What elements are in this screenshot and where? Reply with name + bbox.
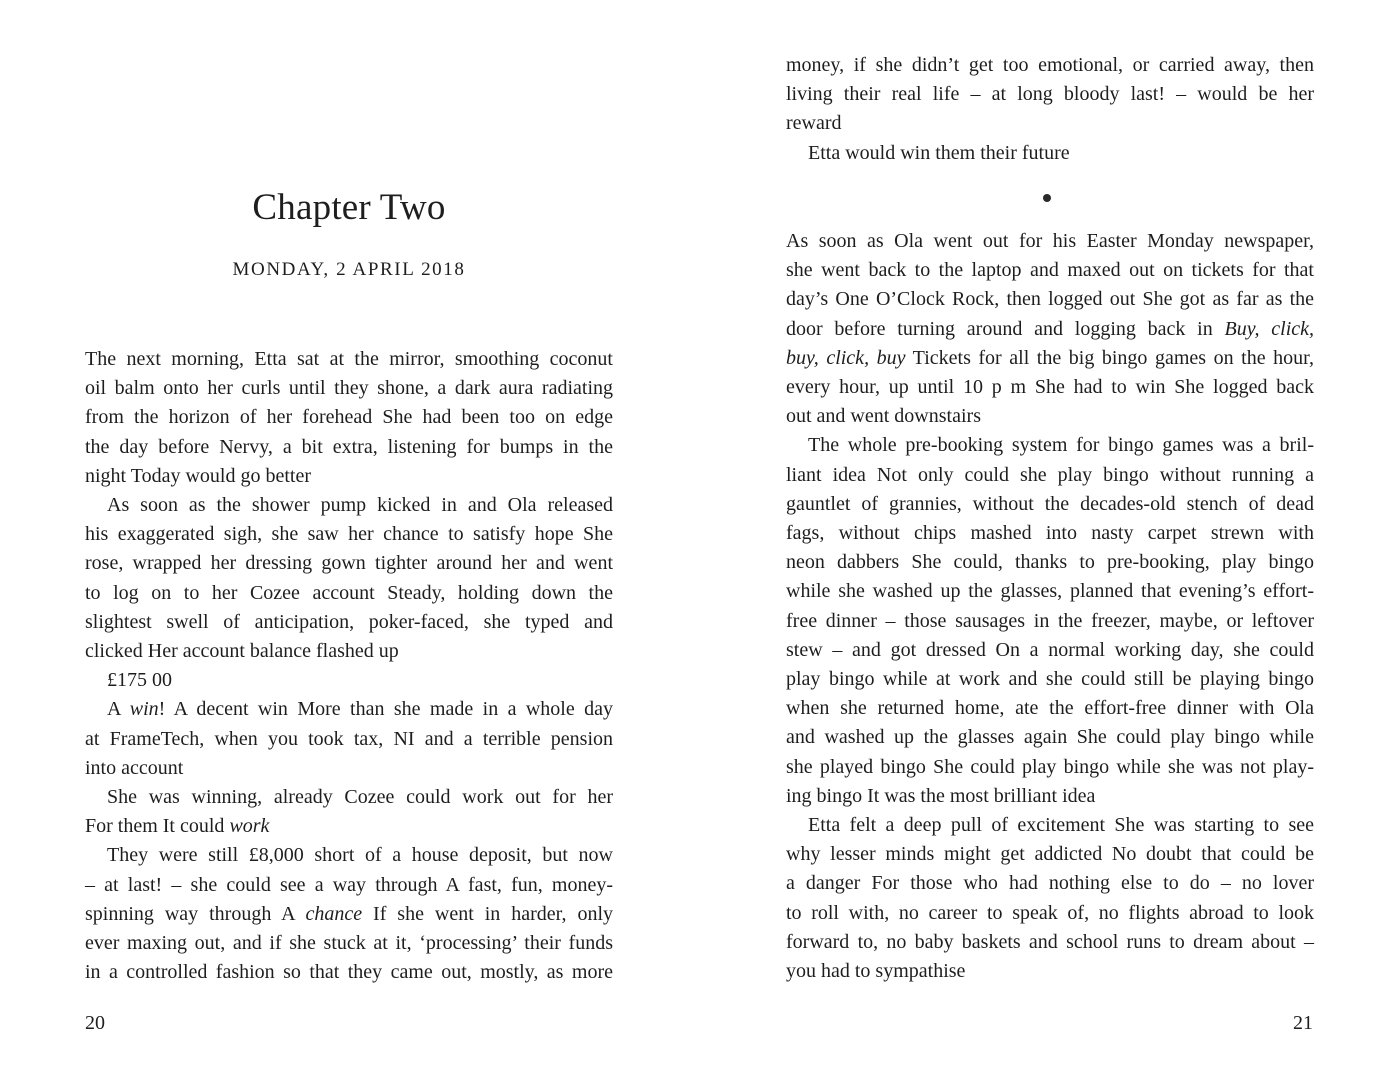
text-fragment: A — [107, 698, 130, 721]
italic-text: Buy, click, — [1224, 317, 1315, 340]
text-line: The next morning, Etta sat at the mirror, smoothing coconut — [85, 348, 613, 370]
text-line — [85, 695, 613, 724]
text-line: out and went downstairs — [786, 405, 981, 428]
paragraph — [786, 811, 1314, 986]
text-fragment: door before turning around and logging back in — [786, 317, 1225, 340]
text-line: in a controlled fashion so that they came out, mostly, as more — [85, 961, 613, 984]
text-line: money, if she didn’t get too emotional, or carried away, then — [786, 54, 1314, 76]
text-line: liant idea Not only could she play bingo without running a — [786, 463, 1314, 486]
text-line: The whole pre-booking system for bingo games was a bril- — [808, 434, 1314, 457]
right-page-text — [786, 227, 1314, 986]
right-page — [700, 0, 1399, 1080]
text-fragment: For them It could — [85, 815, 230, 838]
left-page-text — [85, 345, 613, 987]
text-line — [786, 315, 1314, 344]
paragraph — [85, 841, 613, 987]
text-line — [786, 344, 1314, 373]
text-line: Etta felt a deep pull of excitement She was starting to see — [808, 814, 1314, 837]
text-line: his exaggerated sigh, she saw her chance to satisfy hope She — [85, 523, 613, 546]
account-balance: £175 00 — [107, 669, 172, 692]
text-line: stew – and got dressed On a normal working day, she could — [786, 638, 1314, 661]
text-line — [85, 812, 613, 841]
text-line: a danger For those who had nothing else to do – no lover — [786, 872, 1314, 895]
text-line: living their real life – at long bloody last! – would be her — [786, 83, 1314, 106]
paragraph — [85, 666, 613, 695]
text-line: free dinner – those sausages in the freezer, maybe, or leftover — [786, 609, 1314, 632]
text-line: every hour, up until 10 p m She had to win She logged back — [786, 376, 1314, 399]
text-line: ing bingo It was the most brilliant idea — [786, 784, 1096, 807]
text-fragment: Tickets for all the big bingo games on the hour, — [905, 346, 1315, 369]
text-line: play bingo while at work and she could still be playing bingo — [786, 668, 1314, 691]
text-line: day’s One O’Clock Rock, then logged out She got as far as the — [786, 288, 1314, 311]
text-line: from the horizon of her forehead She had been too on edge — [85, 406, 613, 429]
text-line: slightest swell of anticipation, poker-faced, she typed and — [85, 610, 613, 633]
text-line: reward — [786, 112, 842, 135]
text-line: the day before Nervy, a bit extra, listening for bumps in the — [85, 435, 613, 458]
italic-text: work — [229, 815, 270, 838]
page-number: 20 — [85, 1012, 105, 1034]
text-line: forward to, no baby baskets and school runs to dream about – — [786, 930, 1314, 953]
text-line: rose, wrapped her dressing gown tighter around her and went — [85, 552, 613, 575]
text-line: As soon as Ola went out for his Easter Monday newspaper, — [786, 230, 1314, 252]
paragraph — [786, 139, 1314, 168]
italic-text: buy, click, buy — [786, 346, 906, 369]
paragraph — [85, 783, 613, 841]
text-fragment: spinning way through A — [85, 902, 306, 925]
text-line: She was winning, already Cozee could work out for her — [107, 786, 613, 809]
text-line: fags, without chips mashed into nasty carpet strewn with — [786, 522, 1314, 545]
text-fragment: ! A decent win More than she made in a whole day — [158, 698, 614, 721]
italic-text: win — [129, 698, 159, 721]
paragraph — [786, 51, 1314, 139]
scene-break-bullet — [1043, 194, 1051, 202]
chapter-title: Chapter Two — [252, 187, 446, 228]
text-line: she played bingo She could play bingo while she was not play- — [786, 755, 1314, 778]
text-line: Etta would win them their future — [808, 141, 1070, 164]
text-line: when she returned home, ate the effort-free dinner with Ola — [786, 697, 1314, 720]
text-line: you had to sympathise — [786, 960, 966, 983]
text-line: night Today would go better — [85, 464, 311, 487]
text-line: to log on to her Cozee account Steady, holding down the — [85, 581, 613, 604]
text-line: clicked Her account balance flashed up — [85, 640, 399, 663]
right-page-continued-text — [786, 51, 1314, 168]
paragraph — [85, 695, 613, 783]
paragraph — [85, 491, 613, 666]
chapter-date: MONDAY, 2 APRIL 2018 — [232, 259, 466, 280]
text-line: while she washed up the glasses, planned that evening’s effort- — [786, 580, 1314, 603]
text-line: into account — [85, 756, 184, 779]
text-line — [85, 900, 613, 929]
text-line: she went back to the laptop and maxed out on tickets for that — [786, 259, 1314, 282]
text-line: neon dabbers She could, thanks to pre-booking, play bingo — [786, 551, 1314, 574]
text-line: – at last! – she could see a way through A fast, fun, money- — [85, 873, 613, 896]
page-number: 21 — [1293, 1012, 1313, 1034]
text-line: As soon as the shower pump kicked in and Ola released — [107, 494, 613, 517]
text-line: why lesser minds might get addicted No doubt that could be — [786, 843, 1314, 866]
text-line: gauntlet of grannies, without the decades-old stench of dead — [786, 492, 1314, 515]
text-line: and washed up the glasses again She could play bingo while — [786, 726, 1314, 749]
text-line: oil balm onto her curls until they shone, a dark aura radiating — [85, 377, 613, 400]
text-line: to roll with, no career to speak of, no flights abroad to look — [786, 901, 1314, 924]
paragraph — [786, 227, 1314, 431]
italic-text: chance — [305, 902, 363, 925]
paragraph — [786, 431, 1314, 811]
text-line: ever maxing out, and if she stuck at it, ‘processing’ their funds — [85, 932, 613, 955]
text-fragment: If she went in harder, only — [362, 902, 614, 925]
paragraph — [85, 345, 613, 491]
text-line: They were still £8,000 short of a house deposit, but now — [107, 844, 613, 867]
text-line: at FrameTech, when you took tax, NI and a terrible pension — [85, 727, 613, 750]
